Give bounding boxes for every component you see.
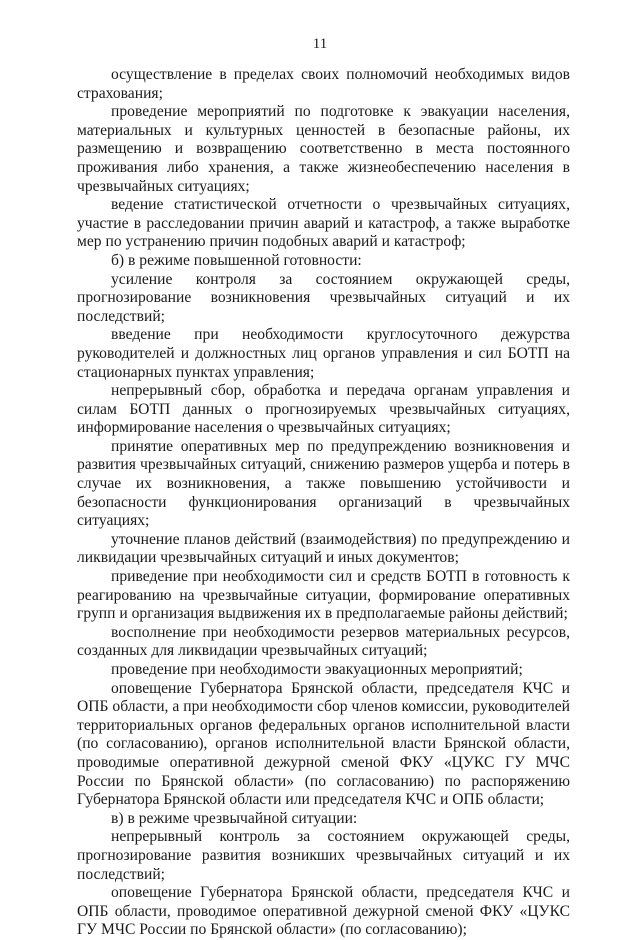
paragraph: принятие оперативных мер по предупреждению возникновения и развития чрезвычайных ситуаций, снижению размеров ущерба и потерь в случае их возникновения, а также повышению устойчивости и безопасности функционирования организаций в чрезвычайных ситуациях; xyxy=(77,437,570,530)
paragraph: осуществление в пределах своих полномочий необходимых видов страхования; xyxy=(77,66,570,102)
paragraph: усиление контроля за состоянием окружающей среды, прогнозирование возникновения чрезвычайных ситуаций и их последствий; xyxy=(77,270,570,325)
paragraph: оповещение Губернатора Брянской области, председателя КЧС и ОПБ области, а при необходимости сбор членов комиссии, руководителей территориальных органов федеральных органов исполнительной власти (по согласованию), органов исполнительной власти Брянской области, проводимые оперативной дежурной сменой ФКУ «ЦУКС ГУ МЧС России по Брянской области» (по согласованию) по распоряжению Губернатора Брянской области или председателя КЧС и ОПБ области; xyxy=(77,679,570,809)
paragraph: проведение мероприятий по подготовке к эвакуации населения, материальных и культурных ценностей в безопасные районы, их размещению и возвращению соответственно в места постоянного проживания либо хранения, а также жизнеобеспечению населения в чрезвычайных ситуациях; xyxy=(77,103,570,195)
paragraph: непрерывный контроль за состоянием окружающей среды, прогнозирование развития возникших чрезвычайных ситуаций и их последствий; xyxy=(77,828,570,883)
paragraph: приведение при необходимости сил и средств БОТП в готовность к реагированию на чрезвычайные ситуации, формирование оперативных групп и организация выдвижения их в предполагаемые районы действий; xyxy=(77,568,570,623)
paragraph: уточнение планов действий (взаимодействия) по предупреждению и ликвидации чрезвычайных ситуаций и иных документов; xyxy=(77,530,570,567)
paragraph: ведение статистической отчетности о чрезвычайных ситуациях, участие в расследовании причин аварий и катастроф, а также выработке мер по устранению причин подобных аварий и катастроф; xyxy=(77,196,570,251)
section-heading-v: в) в режиме чрезвычайной ситуации: xyxy=(111,809,358,827)
paragraph: восполнение при необходимости резервов материальных ресурсов, созданных для ликвидации чрезвычайных ситуаций; xyxy=(77,623,570,660)
section-heading-b: б) в режиме повышенной готовности: xyxy=(111,251,362,269)
paragraph: введение при необходимости круглосуточного дежурства руководителей и должностных лиц органов управления и сил БОТП на стационарных пунктах управления; xyxy=(77,326,570,381)
paragraph: проведение при необходимости эвакуационных мероприятий; xyxy=(111,661,523,678)
document-body xyxy=(77,66,570,940)
paragraph: непрерывный сбор, обработка и передача органам управления и силам БОТП данных о прогнозируемых чрезвычайных ситуациях, информирование населения о чрезвычайных ситуациях; xyxy=(77,382,570,437)
paragraph: оповещение Губернатора Брянской области, председателя КЧС и ОПБ области, проводимое оперативной дежурной сменой ФКУ «ЦУКС ГУ МЧС России по Брянской области» (по согласованию); xyxy=(77,884,570,939)
page-number: 11 xyxy=(312,36,328,52)
